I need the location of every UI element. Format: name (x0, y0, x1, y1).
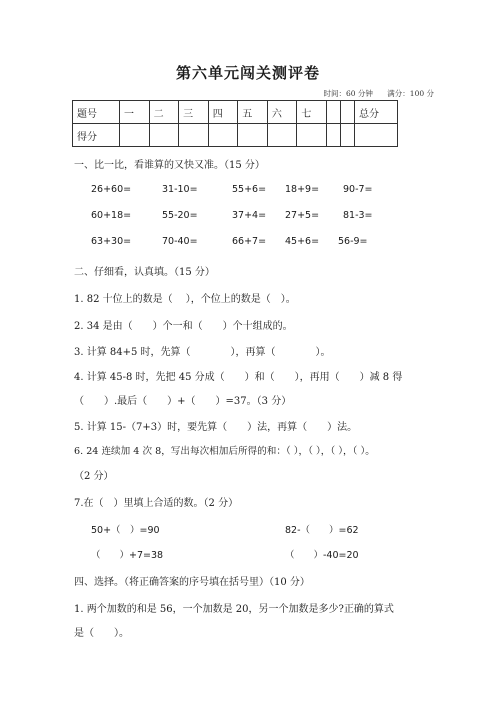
question-text: 是（ ）。 (74, 628, 129, 639)
question-text: （2 分） (74, 471, 114, 482)
question-text: 3. 计算 84+5 时，先算（ ），再算（ ）。 (74, 347, 331, 358)
score-cell: 六 (267, 101, 297, 124)
score-cell (208, 124, 238, 147)
question-text: 4. 计算 45-8 时，先把 45 分成（ ）和（ ），再用（ ）减 8 得 (74, 372, 403, 383)
calc-item: 31-10= (162, 184, 198, 195)
exam-meta (323, 88, 434, 99)
score-table-header-row (73, 101, 398, 124)
calc-item: 18+9= (285, 184, 320, 195)
fill-item: 82-（ ）=62 (285, 525, 359, 536)
calc-item: 66+7= (232, 236, 267, 247)
time-limit: 时间：60 分钟 (323, 89, 373, 98)
calc-item: 27+5= (285, 210, 320, 221)
section-heading: 四、选择。（将正确答案的序号填在括号里）（10 分） (74, 577, 310, 588)
page-title: 第六单元闯关测评卷 (175, 64, 320, 82)
section-heading: 二、仔细看，认真填。（15 分） (74, 267, 215, 278)
full-score: 满分：100 分 (387, 89, 434, 98)
score-cell-total: 总分 (355, 101, 398, 124)
calc-item: 60+18= (91, 210, 132, 221)
score-cell (340, 101, 354, 124)
fill-item: （ ）+7=38 (91, 550, 164, 561)
score-cell (340, 124, 354, 147)
calc-item: 81-3= (343, 210, 373, 221)
score-cell (326, 101, 340, 124)
score-cell (149, 124, 179, 147)
calc-item: 37+4= (232, 210, 267, 221)
score-cell (355, 124, 398, 147)
calc-item: 63+30= (91, 236, 132, 247)
calc-item: 55-20= (162, 210, 198, 221)
fill-item: （ ）-40=20 (285, 550, 359, 561)
question-text: 1. 82 十位上的数是（ ），个位上的数是（ ）。 (74, 294, 296, 305)
score-table (72, 100, 398, 147)
score-cell: 五 (238, 101, 268, 124)
question-text: 2. 34 是由（ ）个一和（ ）个十组成的。 (74, 321, 293, 332)
question-text: 6. 24 连续加 4 次 8，写出每次相加后所得的和：（ ），（ ），（ ），（ ）。 (74, 446, 375, 457)
question-text: 1. 两个加数的和是 56，一个加数是 20，另一个加数是多少?正确的算式 (74, 604, 394, 615)
score-cell (120, 124, 150, 147)
score-cell (297, 124, 327, 147)
calc-item: 26+60= (91, 184, 132, 195)
score-cell (267, 124, 297, 147)
score-cell-label: 得分 (73, 124, 120, 147)
score-cell: 三 (179, 101, 209, 124)
score-cell: 二 (149, 101, 179, 124)
score-cell (179, 124, 209, 147)
score-table-score-row (73, 124, 398, 147)
question-text: （ ）.最后（ ）+（ ）=37。（3 分） (74, 396, 292, 407)
calc-item: 56-9= (338, 236, 368, 247)
question-text: 7.在（ ）里填上合适的数。（2 分） (74, 498, 239, 509)
score-cell: 一 (120, 101, 150, 124)
score-cell: 七 (297, 101, 327, 124)
fill-item: 50+（ ）=90 (91, 525, 160, 536)
score-cell (326, 124, 340, 147)
calc-item: 55+6= (232, 184, 267, 195)
calc-item: 70-40= (162, 236, 198, 247)
question-text: 5. 计算 15-（7+3）时，要先算（ ）法，再算（ ）法。 (74, 422, 358, 433)
calc-item: 90-7= (343, 184, 373, 195)
score-cell (238, 124, 268, 147)
score-cell-label: 题号 (73, 101, 120, 124)
score-cell: 四 (208, 101, 238, 124)
calc-item: 45+6= (285, 236, 320, 247)
section-heading: 一、比一比，看谁算的又快又准。（15 分） (74, 160, 265, 171)
